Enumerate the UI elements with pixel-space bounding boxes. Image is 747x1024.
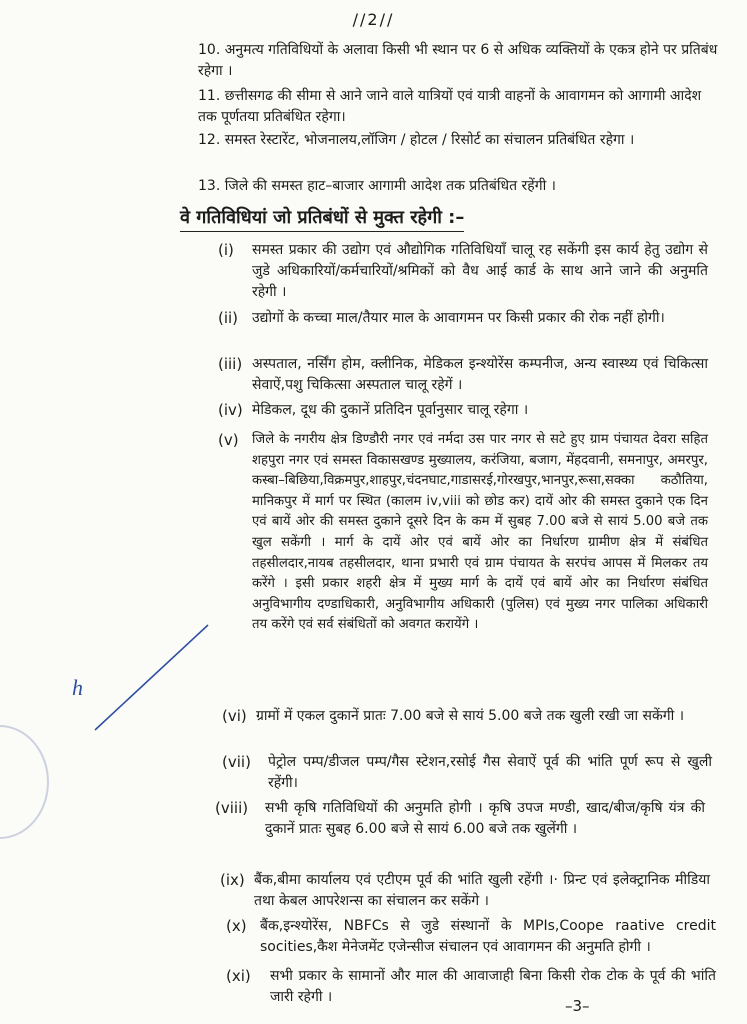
exempt-item-label: (v)	[218, 431, 239, 449]
intro-item-text: जिले की समस्त हाट–बाजार आगामी आदेश तक प्रतिबंधित रहेंगी ।	[224, 178, 556, 194]
section-heading: वे गतिविधियां जो प्रतिबंधों से मुक्त रहेगी :–	[180, 205, 464, 232]
intro-item-text: 10.	[198, 42, 221, 58]
exempt-item-label: (xi)	[226, 967, 251, 985]
exempt-item-text: समस्त प्रकार की उद्योग एवं औद्योगिक गतिविधियॉं चालू रह सकेंगी इस कार्य हेतु उद्योग से जुडे अधिकारियों/कर्मचारियों/श्रमिकों को वैध आई कार्ड के साथ आने जाने की अनुमति रहेगी ।	[252, 242, 708, 300]
exempt-item-label: (x)	[226, 917, 247, 935]
exempt-item-label: (vii)	[222, 753, 251, 771]
exempt-item-label: (iii)	[218, 355, 243, 373]
exempt-item-label: (ii)	[218, 309, 239, 327]
exempt-item-label: (i)	[218, 241, 234, 259]
intro-item-text: समस्त रेस्टारेंट, भोजनालय,लॉजिग / होटल / रिसोर्ट का संचालन प्रतिबंधित रहेगा ।	[224, 132, 635, 148]
intro-item-num: 11.	[198, 88, 221, 104]
exempt-item-text: सभी कृषि गतिविधियों की अनुमति होगी । कृषि उपज मण्डी, खाद/बीज/कृषि यंत्र की दुकानें प्रातः सुबह 6.00 बजे से सायं 6.00 बजे तक खुलेंगी ।	[265, 800, 705, 837]
intro-item-text: अनुमत्य गतिविधियों के अलावा किसी भी स्थान पर 6 से अधिक व्यक्तियों के एकत्र होने पर प्रतिबंध रहेगा ।	[198, 42, 718, 79]
exempt-item-text: पेट्रोल पम्प/डीजल पम्प/गैस स्टेशन,रसोई गैस सेवाऐं पूर्व की भांति पूर्ण रूप से खुली रहेंगी।	[268, 754, 712, 791]
exempt-item-text: सभी प्रकार के सामानों और माल की आवाजाही बिना किसी रोक टोक के पूर्व की भांति जारी रहेगी ।	[270, 968, 716, 1005]
exempt-item-text: जिले के नगरीय क्षेत्र डिण्डौरी नगर एवं नर्मदा उस पार नगर से सटे हुए ग्राम पंचायत देवरा सहित शहपुरा नगर एवं समस्त विकासखण्ड मुख्यालय, करंजिया, बजाग, मेंहदवानी, समनापुर, अमरपुर, कस्बा–बिछिया,विक्रमपुर,शाहपुर,चंदनघाट,गाडासरई,गोरखपुर,भानपुर,रूसा,सक्का कठौतिया, मानिकपुर में मार्ग पर स्थित (कालम iv,viii को छोड कर) दायें ओर की समस्त दुकाने एक दिन एवं बायें ओर की समस्त दुकाने दूसरे दिन के कम में सुबह 7.00 बजे से सायं 5.00 बजे तक खुल सकेंगी । मार्ग के दायें ओर एवं बायें ओर का निर्धारण ग्रामीण क्षेत्र में संबंधित तहसीलदार,नायब तहसीलदार, थाना प्रभारी एवं ग्राम पंचायत के सरपंच आपस में मिलकर तय करेंगे । इसी प्रकार शहरी क्षेत्र में मुख्य मार्ग के दायें एवं बायें ओर का निर्धारण संबंधित अनुविभागीय दण्डाधिकारी, अनुविभागीय अधिकारी (पुलिस) एवं मुख्य नगर पालिका अधिकारी तय करेंगे एवं सर्व संबंधितों को अवगत करायेंगे ।	[252, 432, 708, 633]
exempt-item-text: बैंक,इन्श्योरेंस, NBFCs से जुडे संस्थानों के MPIs,Coope raative credit socities,कैश मेनेजमेंट एजेन्सीज संचालन एवं आवागमन की अनुमति होगी ।	[260, 918, 716, 955]
exempt-item-text: मेडिकल, दूध की दुकानें प्रतिदिन पूर्वानुसार चालू रहेगा ।	[252, 402, 529, 418]
exempt-item-label: (ix)	[220, 871, 245, 889]
exempt-item-text: उद्योगों के कच्चा माल/तैयार माल के आवागमन पर किसी प्रकार की रोक नहीं होगी।	[252, 310, 665, 326]
exempt-item-label: (vi)	[222, 707, 247, 725]
intro-item-text: छत्तीसगढ की सीमा से आने जाने वाले यात्रियों एवं यात्री वाहनों के आवागमन को आगामी आदेश तक पूर्णतया प्रतिबंधित रहेगा।	[198, 88, 702, 125]
exempt-item-text: अस्पताल, नर्सिंग होम, क्लीनिक, मेडिकल इन्श्योरेंस कम्पनीज, अन्य स्वास्थ्य एवं चिकित्सा सेवाऐं,पशु चिकित्सा अस्पताल चालू रहेगें ।	[252, 356, 708, 393]
exempt-item-label: (viii)	[215, 799, 249, 817]
page-number: //2//	[352, 10, 395, 29]
exempt-item-text: बैंक,बीमा कार्यालय एवं एटीएम पूर्व की भांति खुली रहेंगी ।· प्रिन्ट एवं इलेक्ट्रानिक मीडिया तथा केबल आपरेशन्स का संचालन कर सकेंगे ।	[254, 872, 710, 909]
next-page-marker: –3–	[565, 997, 590, 1015]
exempt-item-label: (iv)	[218, 401, 243, 419]
exempt-item-text: ग्रामों में एकल दुकानें प्रातः 7.00 बजे से सायं 5.00 बजे तक खुली रखी जा सकेंगी ।	[256, 708, 684, 724]
intro-item-num: 13.	[198, 178, 221, 194]
signature-initials: h	[72, 675, 83, 700]
intro-item-num: 12.	[198, 132, 221, 148]
